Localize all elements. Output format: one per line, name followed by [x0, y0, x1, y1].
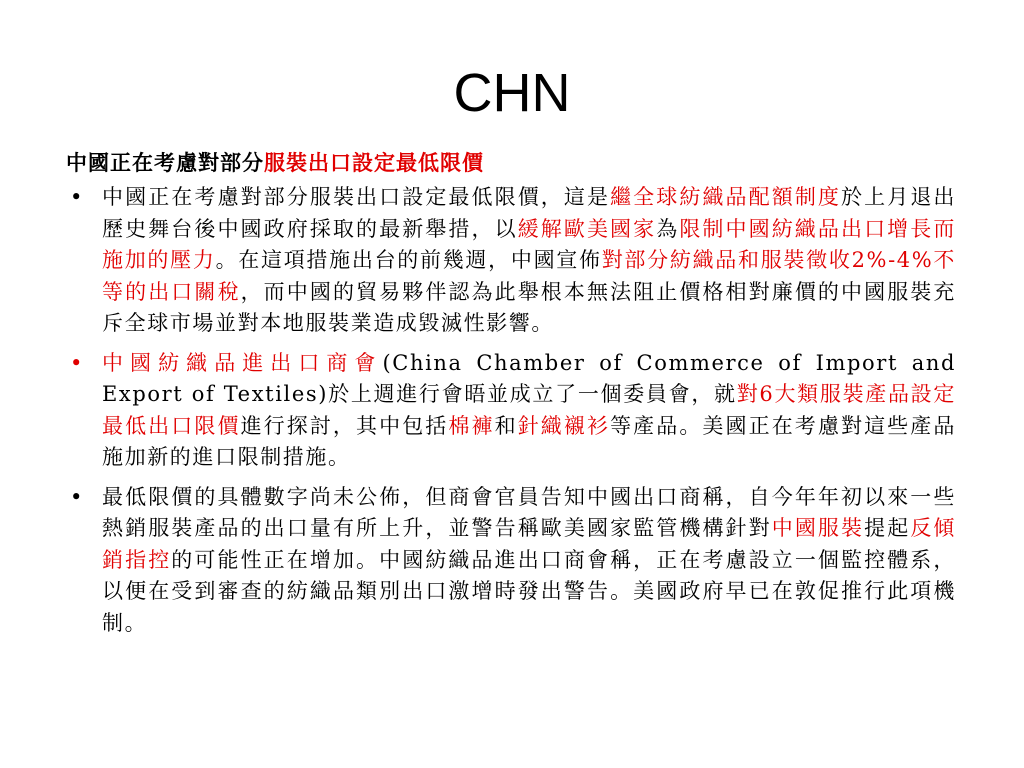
- bullet-marker: •: [70, 185, 84, 209]
- bullet-marker: •: [70, 484, 84, 509]
- bullet-1-highlight: 對部分紡織品和服裝徵收2%-4%不等的出口關稅: [102, 248, 957, 304]
- bullet-1-text: ，而中國的貿易夥伴認為此舉根本無法阻止價格相對廉價的中國服裝充斥全球市場並對本地服裝業造成毀滅性影響。: [102, 279, 956, 335]
- bullet-2-text: (China Chamber of Commerce of Import and Export of Textiles)於上週進行會晤並成立了一個委員會，就: [102, 350, 956, 406]
- bullet-1-text: 中國正在考慮對部分服裝出口設定最低限價，這是: [102, 185, 611, 209]
- bullet-3-highlight: 反傾銷指控: [102, 516, 957, 572]
- bullet-1-highlight: 繼全球紡織品配額制度: [610, 185, 842, 209]
- bullet-item-1: [66, 182, 956, 340]
- bullet-item-2: [66, 348, 956, 474]
- bullet-2-highlight: 棉褲: [448, 413, 495, 438]
- bullet-2-highlight: 對6大類服裝產品設定最低出口限價: [102, 382, 956, 438]
- bullet-2-text: 等產品。美國正在考慮對這些產品施加新的進口限制措施。: [102, 413, 956, 469]
- bullet-1-text: 。在這項措施出台的前幾週，中國宣佈: [215, 248, 602, 272]
- bullet-2-text: 進行探討，其中包括: [240, 413, 449, 438]
- bullet-1-text: 為: [656, 216, 680, 241]
- bullet-2-highlight: 中國紡織品進出口商會: [102, 350, 383, 375]
- bullet-3-text: 的可能性正在增加。中國紡織品進出口商會稱，正在考慮設立一個監控體系，以便在受到審查的紡織品類別出口激增時發出警告。美國政府早已在敦促推行此項機制。: [102, 547, 956, 635]
- bullet-3-text: 提起: [864, 516, 911, 540]
- bullet-list: [66, 182, 956, 639]
- bullet-1-highlight: 緩解歐美國家: [517, 216, 657, 241]
- bullet-marker: •: [70, 350, 84, 375]
- bullet-item-3: [66, 482, 956, 640]
- slide-title: CHN: [453, 63, 571, 123]
- bullet-3-highlight: 中國服裝: [771, 516, 865, 540]
- subheading: [66, 148, 956, 178]
- bullet-1-text: 於上月退出歷史舞台後中國政府採取的最新舉措，以: [102, 185, 957, 241]
- bullet-1-highlight: 限制中國紡織品出口增長而施加的壓力: [102, 216, 956, 272]
- bullet-2-highlight: 針織襯衫: [517, 413, 611, 438]
- bullet-3-text: 最低限價的具體數字尚未公佈，但商會官員告知中國出口商稱，自今年年初以來一些熱銷服裝產品的出口量有所上升，並警告稱歐美國家監管機構針對: [102, 484, 956, 540]
- subheading-part2-highlight: 服裝出口設定最低限價: [264, 150, 484, 175]
- slide-content: [66, 148, 956, 647]
- bullet-2-text: 和: [494, 413, 518, 438]
- subheading-part1: 中國正在考慮對部分: [66, 150, 264, 175]
